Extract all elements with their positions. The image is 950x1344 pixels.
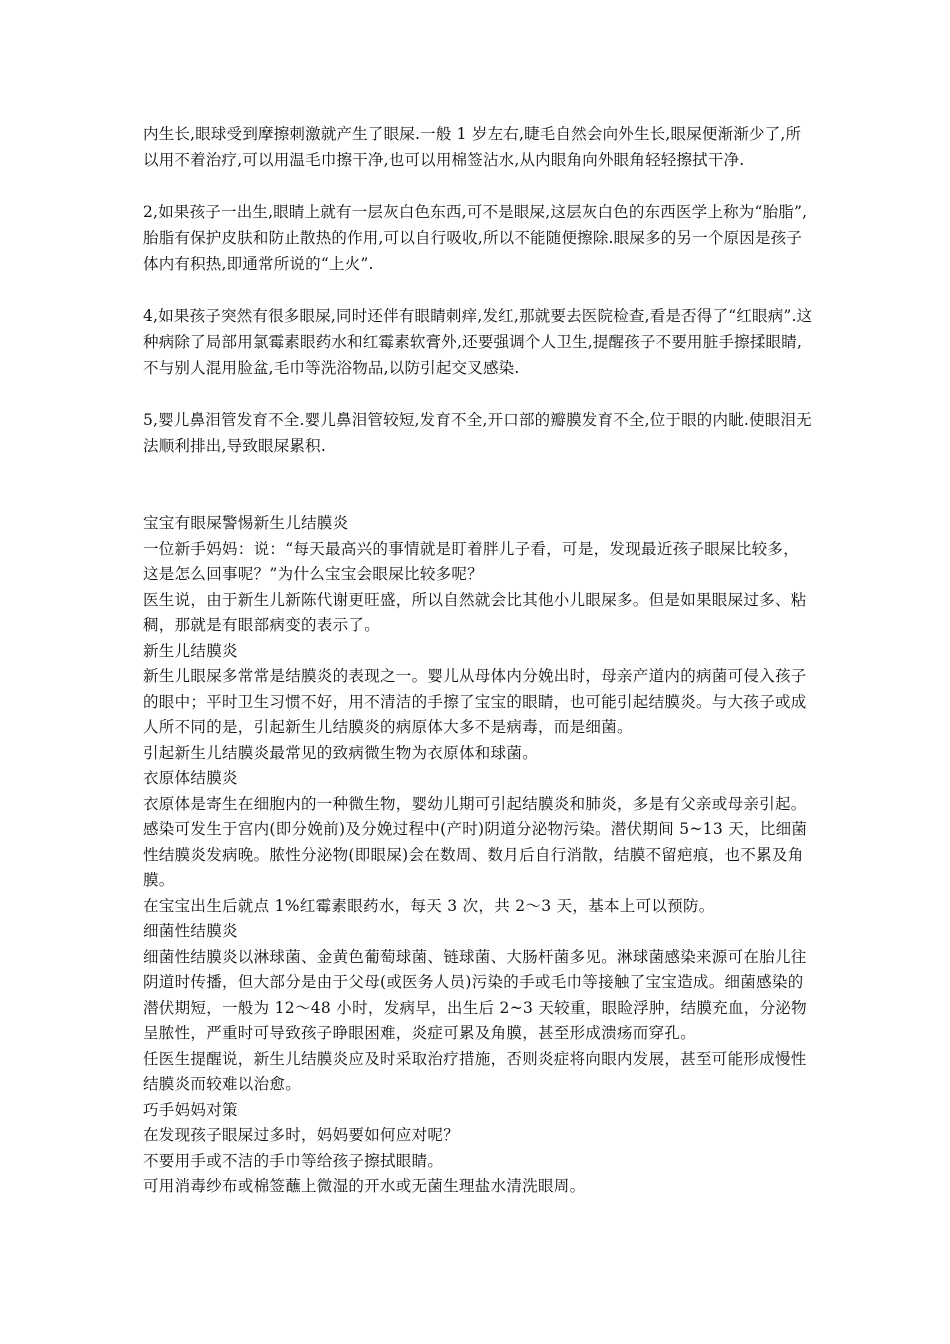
paragraph: 2,如果孩子一出生,眼睛上就有一层灰白色东西,可不是眼屎,这层灰白色的东西医学上称为“胎脂”,胎脂有保护皮肤和防止散热的作用,可以自行吸收,所以不能随便擦除.眼屎多的另一个原因是孩子体内有积热,即通常所说的“上火”.: [143, 203, 808, 273]
paragraph: 医生说，由于新生儿新陈代谢更旺盛，所以自然就会比其他小儿眼屎多。但是如果眼屎过多、粘稠，那就是有眼部病变的表示了。: [143, 590, 807, 634]
paragraph: 一位新手妈妈：说：“每天最高兴的事情就是盯着胖儿子看，可是，发现最近孩子眼屎比较多，这是怎么回事呢？”为什么宝宝会眼屎比较多呢？: [143, 539, 800, 583]
section-neonatal-conjunctivitis: [143, 511, 813, 1200]
subheading: 细菌性结膜炎: [143, 922, 238, 940]
paragraph: 任医生提醒说，新生儿结膜炎应及时采取治疗措施，否则炎症将向眼内发展，甚至可能形成慢性结膜炎而较难以治愈。: [143, 1049, 807, 1093]
paragraph: 新生儿眼屎多常常是结膜炎的表现之一。婴儿从母体内分娩出时，母亲产道内的病菌可侵入孩子的眼中；平时卫生习惯不好，用不清洁的手擦了宝宝的眼睛，也可能引起结膜炎。与大孩子或成人所不同的是，引起新生儿结膜炎的病原体大多不是病毒，而是细菌。: [143, 667, 807, 736]
paragraph: 4,如果孩子突然有很多眼屎,同时还伴有眼睛刺痒,发红,那就要去医院检查,看是否得了“红眼病”.这种病除了局部用氯霉素眼药水和红霉素软膏外,还要强调个人卫生,提醒孩子不要用脏手擦揉眼睛,不与别人混用脸盆,毛巾等洗浴物品,以防引起交叉感染.: [143, 307, 813, 377]
paragraph: 在发现孩子眼屎过多时，妈妈要如何应对呢？: [143, 1126, 460, 1144]
paragraph: 细菌性结膜炎以淋球菌、金黄色葡萄球菌、链球菌、大肠杆菌多见。淋球菌感染来源可在胎儿往阴道时传播，但大部分是由于父母(或医务人员)污染的手或毛巾等接触了宝宝造成。细菌感染的潜伏期短，一般为 12～48 小时，发病早，出生后 2~3 天较重，眼睑浮肿，结膜充血，分泌物呈脓性，严重时可导致孩子睁眼困难，炎症可累及角膜，甚至形成溃疡而穿孔。: [143, 947, 807, 1042]
paragraph: 5,婴儿鼻泪管发育不全.婴儿鼻泪管较短,发育不全,开口部的瓣膜发育不全,位于眼的内眦.使眼泪无法顺利排出,导致眼屎累积.: [143, 411, 812, 455]
paragraph: 引起新生儿结膜炎最常见的致病微生物为衣原体和球菌。: [143, 743, 539, 762]
subheading: 衣原体结膜炎: [143, 769, 238, 787]
paragraph: 内生长,眼球受到摩擦刺激就产生了眼屎.一般 1 岁左右,睫毛自然会向外生长,眼屎便渐渐少了,所以用不着治疗,可以用温毛巾擦干净,也可以用棉签沾水,从内眼角向外眼角轻轻擦拭干净.: [143, 125, 802, 169]
article-title: 宝宝有眼屎警惕新生儿结膜炎: [143, 514, 349, 532]
paragraph: 可用消毒纱布或棉签蘸上微湿的开水或无菌生理盐水清洗眼周。: [143, 1177, 586, 1195]
paragraph: 衣原体是寄生在细胞内的一种微生物，婴幼儿期可引起结膜炎和肺炎，多是有父亲或母亲引起。感染可发生于宫内(即分娩前)及分娩过程中(产时)阴道分泌物污染。潜伏期间 5~13 天，比细菌性结膜炎发病晚。脓性分泌物(即眼屎)会在数周、数月后自行消散，结膜不留疤痕，也不累及角膜。: [143, 794, 808, 889]
section-eye-discharge-causes: [143, 121, 813, 459]
paragraph: 不要用手或不洁的手巾等给孩子擦拭眼睛。: [143, 1151, 444, 1170]
document-page: [143, 121, 813, 1200]
paragraph: 在宝宝出生后就点 1%红霉素眼药水，每天 3 次，共 2～3 天，基本上可以预防。: [143, 896, 715, 915]
subheading: 新生儿结膜炎: [143, 641, 238, 660]
subheading: 巧手妈妈对策: [143, 1100, 238, 1119]
